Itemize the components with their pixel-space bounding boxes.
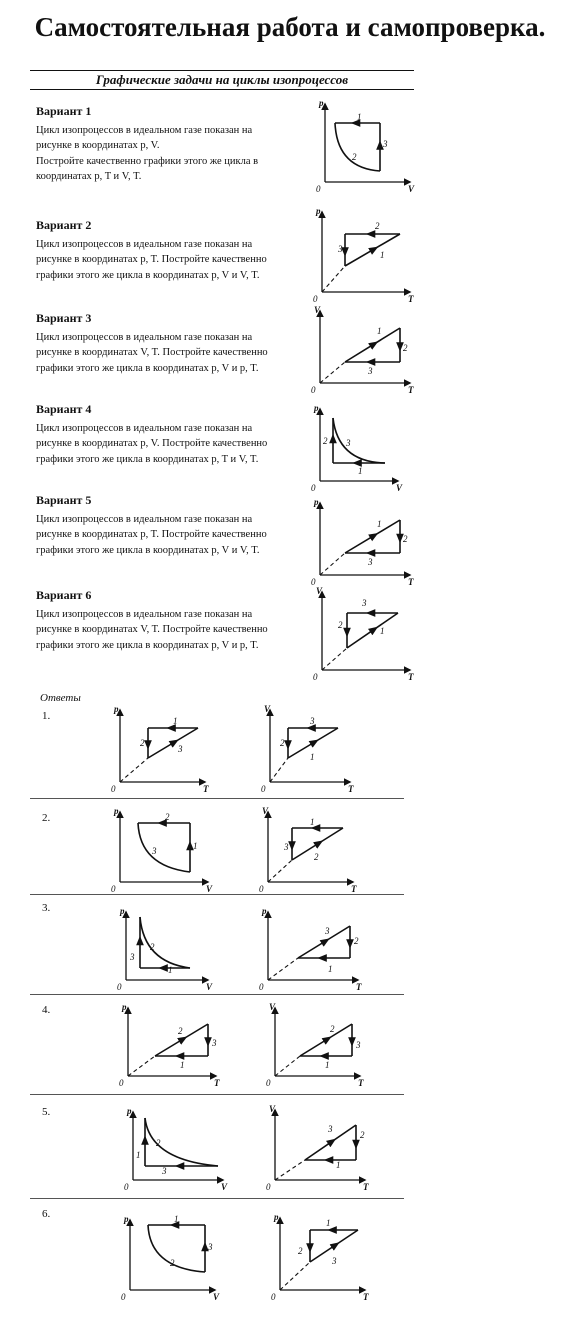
process-label: 3: [284, 842, 289, 852]
x-axis-label: T: [351, 884, 357, 894]
x-axis-label: V: [408, 184, 415, 194]
origin-label: 0: [259, 982, 264, 992]
variant-heading: Вариант 6: [36, 588, 92, 602]
variant-heading: Вариант 2: [36, 218, 92, 232]
y-axis-label: p: [127, 1106, 132, 1116]
origin-label: 0: [259, 884, 264, 894]
variant-heading: Вариант 5: [36, 493, 92, 507]
process-label: 1: [310, 752, 315, 762]
x-axis-label: V: [206, 884, 213, 894]
y-axis-label: V: [314, 305, 321, 315]
process-label: 3: [368, 557, 373, 567]
y-axis-label: V: [264, 704, 271, 714]
extrapolation-line: [268, 958, 298, 980]
extrapolation-line: [128, 1056, 155, 1076]
origin-label: 0: [117, 982, 122, 992]
y-axis-label: p: [120, 906, 125, 916]
y-axis-label: p: [274, 1212, 279, 1222]
y-axis-label: p: [314, 403, 319, 413]
process-label: 2: [403, 343, 408, 353]
text-line: рисунке в координатах V, T. Постройте качественно: [36, 624, 268, 635]
process-label: 3: [356, 1040, 361, 1050]
process-label: 2: [314, 852, 319, 862]
answer-number-2: 2.: [42, 812, 51, 824]
process-label: 3: [362, 598, 367, 608]
x-axis-label: V: [213, 1292, 220, 1302]
process-arrow: [311, 742, 314, 744]
text-line: координатах p, T и V, T.: [36, 171, 142, 182]
extrapolation-line: [275, 1160, 305, 1180]
x-axis-label: T: [408, 672, 414, 682]
x-axis-label: T: [363, 1292, 369, 1302]
variant-heading: Вариант 4: [36, 402, 92, 416]
isotherm-curve: [333, 418, 385, 463]
origin-label: 0: [313, 672, 318, 682]
origin-label: 0: [261, 784, 266, 794]
process-label: 1: [168, 965, 173, 975]
process-arrow: [332, 1245, 335, 1247]
x-axis-label: T: [348, 784, 354, 794]
process-label: 1: [328, 964, 333, 974]
text-line: рисунке в координатах V, T. Постройте качественно: [36, 347, 268, 358]
y-axis-label: p: [122, 1002, 127, 1012]
process-label: 2: [338, 620, 343, 630]
process-label: 1: [336, 1160, 341, 1170]
origin-label: 0: [311, 385, 316, 395]
y-axis-label: V: [262, 806, 269, 816]
origin-label: 0: [266, 1078, 271, 1088]
process-label: 2: [330, 1024, 335, 1034]
process-arrow: [371, 629, 374, 631]
x-axis-label: T: [408, 294, 414, 304]
x-axis-label: T: [363, 1182, 369, 1192]
x-axis-label: V: [221, 1182, 228, 1192]
y-axis-label: V: [316, 586, 323, 596]
extrapolation-line: [275, 1056, 300, 1076]
process-label: 3: [325, 926, 330, 936]
y-axis-label: p: [262, 906, 267, 916]
x-axis-label: T: [408, 577, 414, 587]
process-label: 1: [380, 626, 385, 636]
variant-heading: Вариант 1: [36, 104, 92, 118]
text-line: рисунке в координатах p, T. Постройте качественно: [36, 254, 267, 265]
isotherm-curve: [140, 917, 190, 968]
process-label: 3: [346, 438, 351, 448]
process-label: 1: [377, 519, 382, 529]
process-label: 3: [162, 1166, 167, 1176]
answer-number-3: 3.: [42, 902, 51, 914]
process-label: 3: [130, 952, 135, 962]
text-line: Цикл изопроцессов в идеальном газе показан на: [36, 331, 253, 343]
extrapolation-line: [270, 758, 288, 782]
isotherm-curve: [138, 823, 190, 872]
process-label: 2: [323, 436, 328, 446]
text-line: Цикл изопроцессов в идеальном газе показан на: [36, 238, 253, 250]
y-axis-label: p: [314, 497, 319, 507]
extrapolation-line: [322, 648, 347, 670]
origin-label: 0: [316, 184, 321, 194]
process-label: 1: [174, 1214, 179, 1224]
process-label: 2: [280, 738, 285, 748]
process-label: 2: [170, 1258, 175, 1268]
process-label: 2: [360, 1130, 365, 1140]
process-label: 3: [338, 244, 343, 254]
process-label: 3: [152, 846, 157, 856]
isotherm-curve: [335, 123, 380, 171]
text-line: Цикл изопроцессов в идеальном газе показан на: [36, 124, 253, 136]
process-label: 3: [328, 1124, 333, 1134]
isotherm-curve: [148, 1225, 205, 1272]
origin-label: 0: [311, 577, 316, 587]
process-label: 2: [156, 1138, 161, 1148]
origin-label: 0: [124, 1182, 129, 1192]
process-label: 2: [375, 221, 380, 231]
process-label: 3: [332, 1256, 337, 1266]
process-label: 1: [325, 1060, 330, 1070]
origin-label: 0: [313, 294, 318, 304]
origin-label: 0: [119, 1078, 124, 1088]
process-label: 1: [380, 250, 385, 260]
origin-label: 0: [111, 784, 116, 794]
text-line: рисунке в координатах p, T. Постройте качественно: [36, 529, 267, 540]
text-line: рисунке в координатах p, V.: [36, 140, 160, 151]
process-label: 1: [310, 817, 315, 827]
process-arrow: [316, 843, 319, 845]
text-line: графики этого же цикла в координатах p, V и p, T.: [36, 362, 259, 374]
process-arrow: [171, 742, 174, 744]
extrapolation-line: [320, 553, 345, 575]
process-label: 1: [358, 466, 363, 476]
origin-label: 0: [271, 1292, 276, 1302]
answer-number-1: 1.: [42, 710, 51, 722]
process-label: 1: [357, 112, 362, 122]
process-label: 2: [140, 738, 145, 748]
process-label: 3: [208, 1242, 213, 1252]
process-label: 2: [165, 812, 170, 822]
process-label: 1: [377, 326, 382, 336]
process-arrow: [324, 1039, 327, 1041]
text-line: графики этого же цикла в координатах p, V и V, T.: [36, 544, 260, 556]
process-label: 1: [193, 841, 198, 851]
answer-number-5: 5.: [42, 1106, 51, 1118]
section-heading: Графические задачи на циклы изопроцессов: [30, 70, 414, 90]
origin-label: 0: [121, 1292, 126, 1302]
process-label: 1: [136, 1150, 141, 1160]
process-label: 2: [354, 936, 359, 946]
x-axis-label: T: [203, 784, 209, 794]
y-axis-label: V: [269, 1002, 276, 1012]
text-line: графики этого же цикла в координатах p, V и V, T.: [36, 269, 260, 281]
extrapolation-line: [320, 362, 345, 383]
answers-heading: Ответы: [40, 692, 81, 704]
process-arrow: [371, 535, 374, 537]
x-axis-label: T: [356, 982, 362, 992]
process-label: 1: [173, 716, 178, 726]
y-axis-label: p: [319, 98, 324, 108]
text-line: Цикл изопроцессов в идеальном газе показан на: [36, 422, 253, 434]
process-label: 1: [180, 1060, 185, 1070]
process-arrow: [322, 941, 325, 943]
answer-number-6: 6.: [42, 1208, 51, 1220]
process-arrow: [371, 249, 374, 251]
process-arrow: [371, 344, 374, 346]
process-label: 2: [298, 1246, 303, 1256]
y-axis-label: p: [114, 806, 119, 816]
process-arrow: [329, 1141, 332, 1143]
text-line: графики этого же цикла в координатах p, T и V, T.: [36, 453, 259, 465]
y-axis-label: p: [124, 1214, 129, 1224]
process-label: 2: [150, 942, 155, 952]
process-label: 3: [310, 716, 315, 726]
extrapolation-line: [280, 1262, 310, 1290]
variant-heading: Вариант 3: [36, 311, 92, 325]
text-line: Цикл изопроцессов в идеальном газе показан на: [36, 513, 253, 525]
text-line: Цикл изопроцессов в идеальном газе показан на: [36, 608, 253, 620]
origin-label: 0: [311, 483, 316, 493]
page-title: Самостоятельная работа и самопроверка.: [34, 12, 546, 42]
process-label: 3: [178, 744, 183, 754]
origin-label: 0: [111, 884, 116, 894]
extrapolation-line: [120, 758, 148, 782]
x-axis-label: T: [214, 1078, 220, 1088]
extrapolation-line: [322, 266, 345, 292]
extrapolation-line: [268, 860, 292, 882]
text-line: Постройте качественно графики этого же цикла в: [36, 155, 259, 167]
process-label: 2: [178, 1026, 183, 1036]
y-axis-label: V: [269, 1104, 276, 1114]
x-axis-label: V: [396, 483, 403, 493]
y-axis-label: p: [316, 206, 321, 216]
y-axis-label: p: [114, 704, 119, 714]
text-line: рисунке в координатах p, V. Постройте качественно: [36, 438, 268, 449]
origin-label: 0: [266, 1182, 271, 1192]
process-label: 3: [212, 1038, 217, 1048]
process-label: 3: [383, 139, 388, 149]
process-label: 2: [352, 152, 357, 162]
x-axis-label: V: [206, 982, 213, 992]
process-label: 3: [368, 366, 373, 376]
x-axis-label: T: [408, 385, 414, 395]
answer-number-4: 4.: [42, 1004, 51, 1016]
text-line: графики этого же цикла в координатах p, V и p, T.: [36, 639, 259, 651]
process-arrow: [180, 1039, 183, 1041]
x-axis-label: T: [358, 1078, 364, 1088]
process-label: 2: [403, 534, 408, 544]
process-label: 1: [326, 1218, 331, 1228]
